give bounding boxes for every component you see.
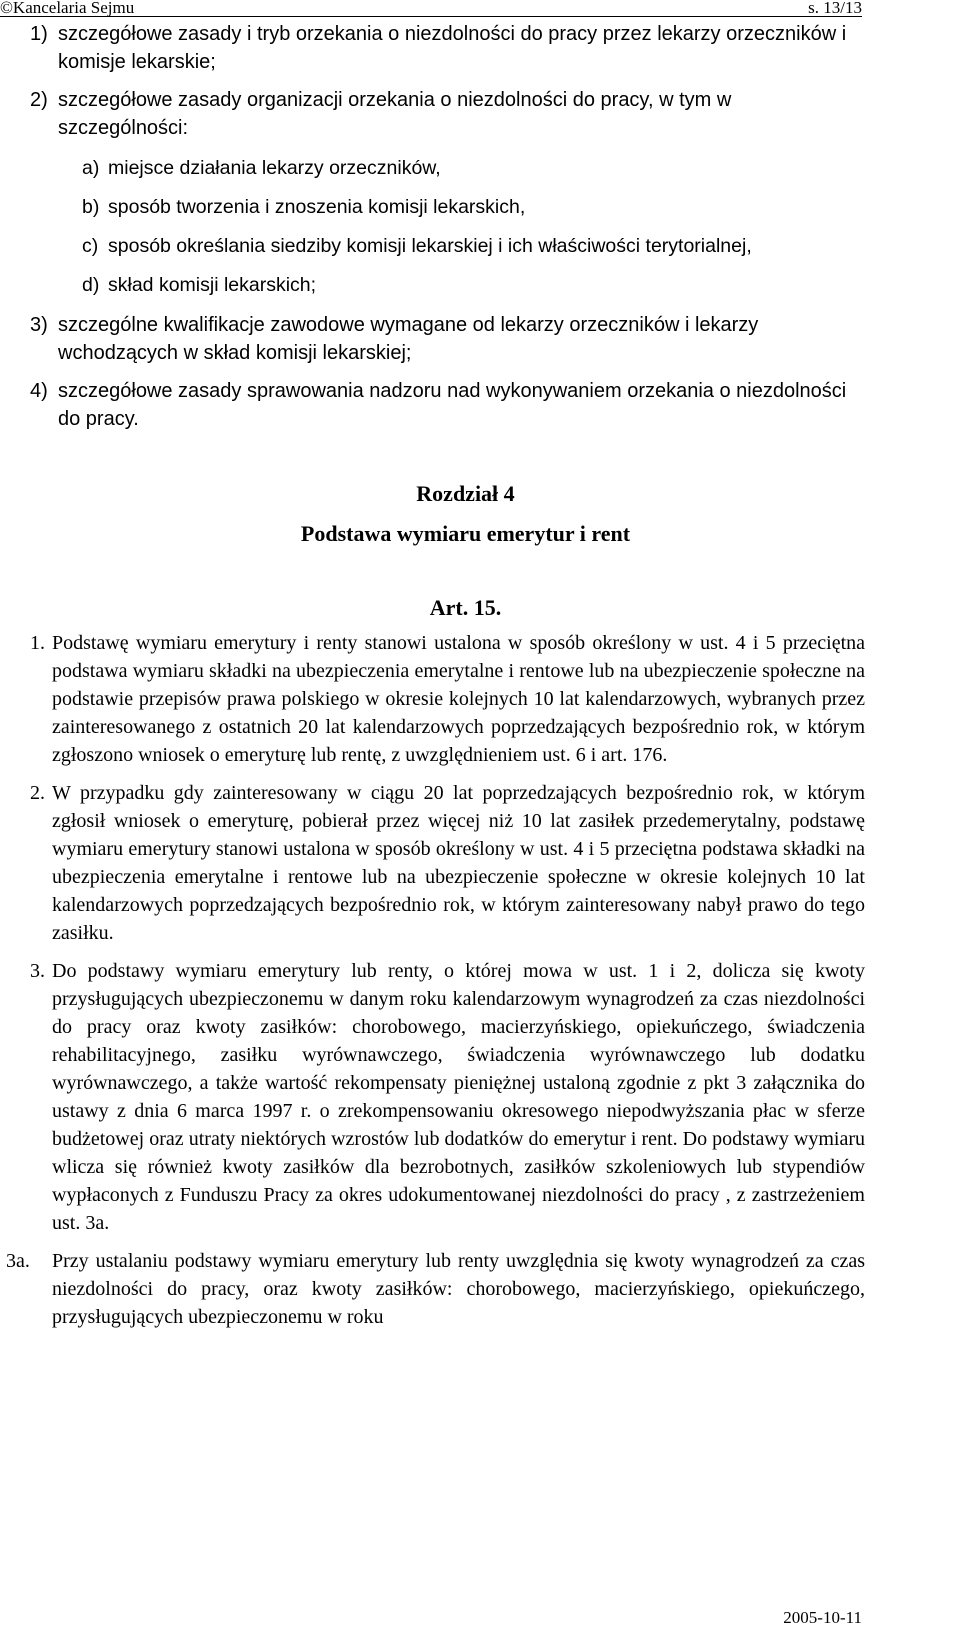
list-item [30,311,865,367]
sub-list-item [82,271,865,299]
paragraph-text: Przy ustalaniu podstawy wymiaru emerytury lub renty uwzględnia się kwoty wynagrodzeń za czas niezdolności do pracy, oraz kwoty zasiłków: chorobowego, macierzyńskiego, opiekuńczego, przysługujących ubezpieczonemu w roku [52,1250,865,1328]
paragraph-number: 3a. [6,1250,30,1272]
paragraph [30,629,865,769]
sub-list-item [82,154,865,182]
list-item-text: szczególne kwalifikacje zawodowe wymagane od lekarzy orzeczników i lekarzy wchodzących w skład komisji lekarskiej; [58,314,759,364]
paragraph-text: W przypadku gdy zainteresowany w ciągu 20 lat poprzedzających bezpośrednio rok, w którym zgłosił wniosek o emeryturę, pobierał przez więcej niż 10 lat zasiłek przedemerytalny, podstawę wymiaru emerytury stanowi ustalona w sposób określony w ust. 4 i 5 przeciętna podstawa składki na ubezpieczenia emerytalne i rentowe lub na ubezpieczenie społeczne w okresie kolejnych 10 lat kalendarzowych poprzedzających bezpośrednio rok, w którym zainteresowany nabył prawo do tego zasiłku. [52,782,865,944]
page-number: s. 13/13 [808,0,862,17]
list-item-number: 3) [30,314,48,336]
list-item [30,86,865,142]
paragraph [30,957,865,1237]
paragraph [30,779,865,947]
sub-list-item-letter: d) [82,274,100,296]
list-item-text: szczegółowe zasady organizacji orzekania o niezdolności do pracy, w tym w szczególności: [58,89,732,139]
sub-list-item-text: skład komisji lekarskich; [108,274,317,296]
sub-list-item-text: sposób tworzenia i znoszenia komisji lekarskich, [108,196,526,218]
sub-list-item-letter: a) [82,157,100,179]
list-item-number: 4) [30,380,48,402]
list-item [30,20,865,76]
sub-list-item [82,232,865,260]
paragraph-text: Do podstawy wymiaru emerytury lub renty, o której mowa w ust. 1 i 2, dolicza się kwoty przysługujących ubezpieczonemu w danym roku kalendarzowym wynagrodzeń za czas niezdolności do pracy oraz kwoty zasiłków: chorobowego, macierzyńskiego, opiekuńczego, świadczenia rehabilitacyjnego, zasiłku wyrównawczego, świadczenia wyrównawczego lub dodatku wyrównawczego, a także wartość rekompensaty pieniężnej ustaloną zgodnie z pkt 3 załącznika do ustawy z dnia 6 marca 1997 r. o zrekompensowaniu okresowego niepodwyższania płac w sferze budżetowej oraz utraty niektórych wzrostów lub dodatków do emerytur i rent. Do podstawy wymiaru wlicza się również kwoty zasiłków dla bezrobotnych, zasiłków szkoleniowych lub stypendiów wypłaconych z Funduszu Pracy za okres udokumentowanej niezdolności do pracy , z zastrzeżeniem ust. 3a. [52,960,865,1234]
paragraph-number: 2. [30,782,45,804]
list-item-number: 1) [30,23,48,45]
sub-list-item [82,193,865,221]
paragraph-text: Podstawę wymiaru emerytury i renty stanowi ustalona w sposób określony w ust. 4 i 5 przeciętna podstawa wymiaru składki na ubezpieczenia emerytalne i rentowe lub na ubezpieczenie społeczne na podstawie przepisów prawa polskiego w okresie kolejnych 10 lat kalendarzowych, wybranych przez zainteresowanego z ostatnich 20 lat kalendarzowych poprzedzających bezpośrednio rok, w którym zgłoszono wniosek o emeryturę lub rentę, z uwzględnieniem ust. 6 i art. 176. [52,632,865,766]
sub-list-item-text: miejsce działania lekarzy orzeczników, [108,157,441,179]
chapter-title: Podstawa wymiaru emerytur i rent [300,521,631,546]
header-source: ©Kancelaria Sejmu [0,0,135,17]
sub-list-item-text: sposób określania siedziby komisji lekarskiej i ich właściwości terytorialnej, [108,235,752,257]
sub-list-item-letter: b) [82,196,100,218]
paragraph [6,1247,865,1331]
list-item [30,377,865,433]
paragraph-number: 1. [30,632,45,654]
paragraph-number: 3. [30,960,45,982]
list-item-text: szczegółowe zasady sprawowania nadzoru nad wykonywaniem orzekania o niezdolności do pracy. [58,380,847,430]
header-divider [0,16,862,17]
list-item-number: 2) [30,89,48,111]
footer-date: 2005-10-11 [783,1608,862,1627]
list-item-text: szczegółowe zasady i tryb orzekania o niezdolności do pracy przez lekarzy orzeczników i komisje lekarskie; [58,23,847,73]
chapter-number: Rozdział 4 [416,481,515,506]
article-heading: Art. 15. [429,595,502,620]
sub-list-item-letter: c) [82,235,99,257]
document-body [6,18,865,1331]
